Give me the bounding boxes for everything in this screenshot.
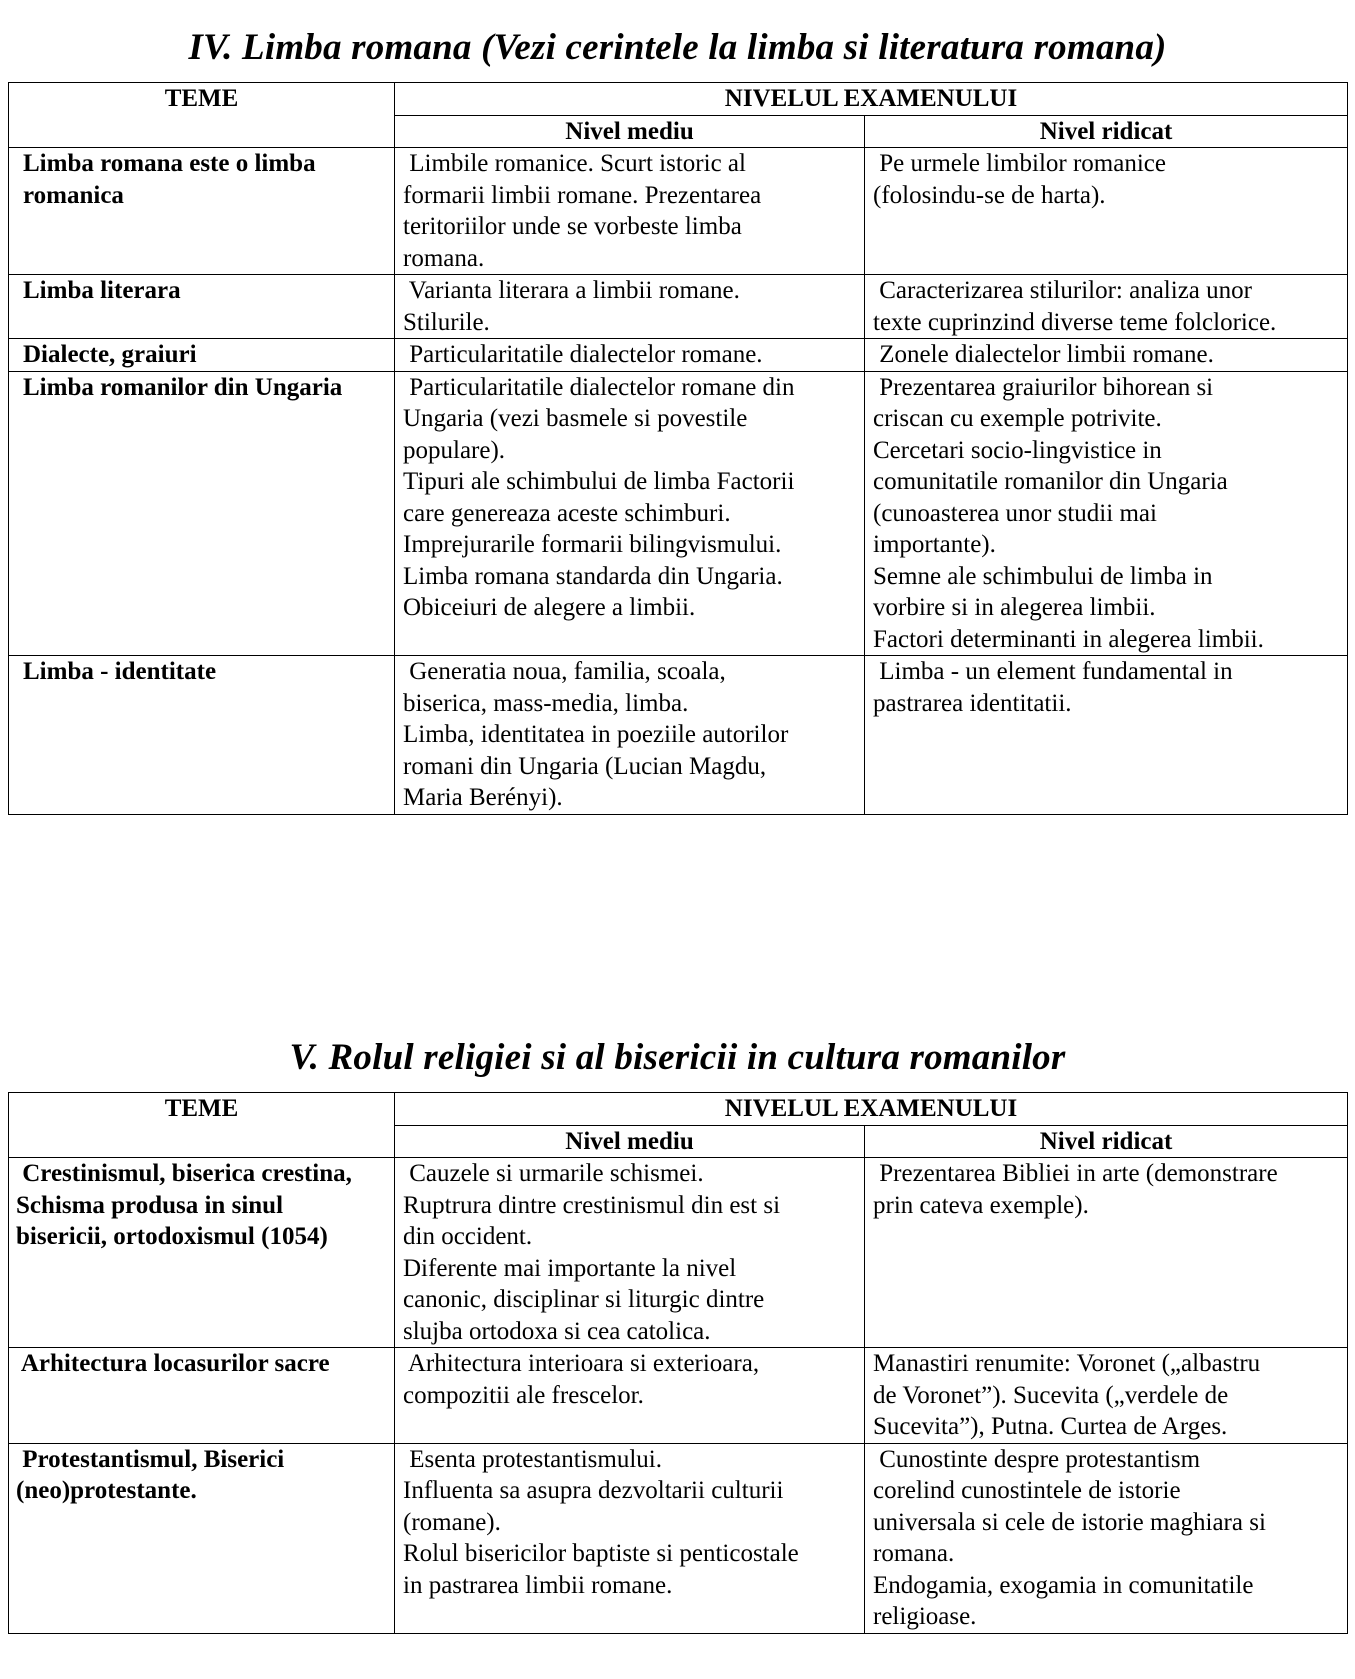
cell-line: in pastrarea limbii romane. xyxy=(403,1571,673,1599)
cell-line: slujba ortodoxa si cea catolica. xyxy=(403,1317,711,1345)
cell-nivel-mediu xyxy=(395,1158,865,1348)
cell-line: biserica, mass-media, limba. xyxy=(403,689,689,717)
section-title: V. Rolul religiei si al bisericii in cultura romanilor xyxy=(289,1037,1066,1078)
cell-line: Limba romana este o limba xyxy=(23,150,316,177)
cell-nivel-mediu xyxy=(395,275,865,339)
cell-line: romani din Ungaria (Lucian Magdu, xyxy=(403,752,767,780)
cell-line: populare). xyxy=(403,436,506,464)
cell-line: vorbire si in alegerea limbii. xyxy=(873,594,1156,621)
header-nivel-mediu: Nivel mediu xyxy=(395,115,865,148)
cell-line: corelind cunostintele de istorie xyxy=(873,1477,1181,1504)
cell-line: Imprejurarile formarii bilingvismului. xyxy=(403,531,782,558)
cell-line: Cercetari socio-lingvistice in xyxy=(873,436,1162,464)
cell-line: Generatia noua, familia, scoala, xyxy=(403,658,726,685)
cell-line: Rolul bisericilor baptiste si penticostale xyxy=(403,1540,799,1567)
cell-line: Manastiri renumite: Voronet („albastru xyxy=(873,1350,1261,1377)
cell-line: Protestantismul, Biserici xyxy=(16,1445,285,1473)
cell-tema xyxy=(9,371,395,656)
cell-line: Esenta protestantismului. xyxy=(403,1445,662,1473)
cell-line: Limba - identitate xyxy=(23,658,217,685)
cell-line: romana. xyxy=(403,244,485,272)
cell-tema xyxy=(9,148,395,275)
cell-line: religioase. xyxy=(873,1603,977,1630)
cell-line: compozitii ale frescelor. xyxy=(403,1381,644,1409)
cell-line: Limba romanilor din Ungaria xyxy=(23,373,343,401)
cell-line: comunitatile romanilor din Ungaria xyxy=(873,468,1228,495)
cell-tema xyxy=(9,1348,395,1444)
cell-line: teritoriilor unde se vorbeste limba xyxy=(403,213,742,240)
cell-line: Dialecte, graiuri xyxy=(23,341,197,368)
cell-line: Ungaria (vezi basmele si povestile xyxy=(403,405,748,432)
cell-line: Limbile romanice. Scurt istoric al xyxy=(403,150,746,177)
themes-table xyxy=(8,82,1348,815)
cell-nivel-ridicat xyxy=(865,656,1348,815)
cell-line: Prezentarea Bibliei in arte (demonstrare xyxy=(873,1160,1278,1187)
cell-tema xyxy=(9,1158,395,1348)
cell-line: Schisma produsa in sinul xyxy=(16,1191,284,1219)
section-limba-romana xyxy=(8,0,1347,815)
header-nivel-ridicat: Nivel ridicat xyxy=(865,1125,1348,1158)
cell-tema xyxy=(9,1443,395,1633)
header-nivel-mediu: Nivel mediu xyxy=(395,1125,865,1158)
cell-line: romana. xyxy=(873,1540,955,1567)
cell-line: Influenta sa asupra dezvoltarii culturii xyxy=(403,1477,784,1504)
cell-line: prin cateva exemple). xyxy=(873,1191,1089,1219)
cell-line: Pe urmele limbilor romanice xyxy=(873,150,1166,177)
table-body xyxy=(9,1158,1348,1634)
cell-line: Caracterizarea stilurilor: analiza unor xyxy=(873,277,1252,304)
cell-line: Ruptrura dintre crestinismul din est si xyxy=(403,1191,781,1219)
cell-line: Cauzele si urmarile schismei. xyxy=(403,1160,704,1187)
header-row xyxy=(9,1093,1348,1126)
cell-line: Arhitectura interioara si exterioara, xyxy=(403,1350,760,1377)
cell-nivel-ridicat xyxy=(865,1348,1348,1444)
cell-nivel-mediu xyxy=(395,371,865,656)
cell-nivel-ridicat xyxy=(865,1443,1348,1633)
cell-line: de Voronet”). Sucevita („verdele de xyxy=(873,1381,1229,1409)
cell-line: texte cuprinzind diverse teme folclorice. xyxy=(873,308,1277,336)
cell-nivel-ridicat xyxy=(865,148,1348,275)
cell-nivel-mediu xyxy=(395,339,865,372)
table-body xyxy=(9,148,1348,815)
cell-line: Diferente mai importante la nivel xyxy=(403,1254,737,1282)
cell-nivel-mediu xyxy=(395,656,865,815)
cell-line: Cunostinte despre protestantism xyxy=(873,1445,1201,1473)
cell-line: universala si cele de istorie maghiara si xyxy=(873,1508,1266,1536)
cell-line: Semne ale schimbului de limba in xyxy=(873,562,1213,590)
table-row xyxy=(9,148,1348,275)
cell-line: Zonele dialectelor limbii romane. xyxy=(873,341,1214,368)
table-row xyxy=(9,1443,1348,1633)
cell-tema xyxy=(9,275,395,339)
cell-line: pastrarea identitatii. xyxy=(873,689,1072,717)
table-row xyxy=(9,339,1348,372)
cell-line: (folosindu-se de harta). xyxy=(873,181,1106,209)
cell-tema xyxy=(9,656,395,815)
header-nivel-examen: NIVELUL EXAMENULUI xyxy=(395,83,1348,116)
cell-line: din occident. xyxy=(403,1223,533,1250)
cell-line: Crestinismul, biserica crestina, xyxy=(16,1160,352,1187)
table-row xyxy=(9,1348,1348,1444)
cell-line: care genereaza aceste schimburi. xyxy=(403,499,731,527)
cell-line: formarii limbii romane. Prezentarea xyxy=(403,181,762,209)
cell-line: Obiceiuri de alegere a limbii. xyxy=(403,594,696,621)
cell-line: Prezentarea graiurilor bihorean si xyxy=(873,373,1214,401)
cell-nivel-ridicat xyxy=(865,1158,1348,1348)
header-teme: TEME xyxy=(9,1093,395,1158)
cell-line: Arhitectura locasurilor sacre xyxy=(16,1350,330,1377)
cell-line: Stilurile. xyxy=(403,308,490,336)
cell-line: Limba romana standarda din Ungaria. xyxy=(403,562,783,590)
cell-line: (romane). xyxy=(403,1508,501,1536)
cell-nivel-mediu xyxy=(395,148,865,275)
section-title: IV. Limba romana (Vezi cerintele la limba si literatura romana) xyxy=(188,27,1167,68)
cell-nivel-ridicat xyxy=(865,275,1348,339)
cell-line: Factori determinanti in alegerea limbii. xyxy=(873,625,1264,653)
cell-line: Particularitatile dialectelor romane. xyxy=(403,341,763,368)
cell-line: romanica xyxy=(23,181,124,209)
cell-line: (cunoasterea unor studii mai xyxy=(873,499,1157,527)
cell-tema xyxy=(9,339,395,372)
table-row xyxy=(9,275,1348,339)
section-rolul-religiei xyxy=(8,1010,1347,1634)
header-teme: TEME xyxy=(9,83,395,148)
cell-line: Varianta literara a limbii romane. xyxy=(403,277,740,304)
cell-nivel-ridicat xyxy=(865,371,1348,656)
cell-line: Limba - un element fundamental in xyxy=(873,658,1233,685)
table-row xyxy=(9,656,1348,815)
cell-line: Limba literara xyxy=(23,277,181,304)
themes-table xyxy=(8,1092,1348,1634)
table-row xyxy=(9,1158,1348,1348)
header-row xyxy=(9,83,1348,116)
cell-line: (neo)protestante. xyxy=(16,1477,197,1504)
header-nivel-ridicat: Nivel ridicat xyxy=(865,115,1348,148)
cell-line: criscan cu exemple potrivite. xyxy=(873,405,1162,432)
cell-line: canonic, disciplinar si liturgic dintre xyxy=(403,1286,765,1313)
cell-line: Tipuri ale schimbului de limba Factorii xyxy=(403,468,795,495)
cell-line: importante). xyxy=(873,531,996,558)
cell-line: Endogamia, exogamia in comunitatile xyxy=(873,1571,1254,1599)
cell-nivel-ridicat xyxy=(865,339,1348,372)
cell-line: Sucevita”), Putna. Curtea de Arges. xyxy=(873,1413,1228,1440)
cell-nivel-mediu xyxy=(395,1348,865,1444)
header-nivel-examen: NIVELUL EXAMENULUI xyxy=(395,1093,1348,1126)
cell-line: Limba, identitatea in poeziile autorilor xyxy=(403,721,789,748)
cell-line: Maria Berényi). xyxy=(403,784,563,811)
cell-nivel-mediu xyxy=(395,1443,865,1633)
cell-line: bisericii, ortodoxismul (1054) xyxy=(16,1223,328,1250)
table-row xyxy=(9,371,1348,656)
cell-line: Particularitatile dialectelor romane din xyxy=(403,373,795,401)
